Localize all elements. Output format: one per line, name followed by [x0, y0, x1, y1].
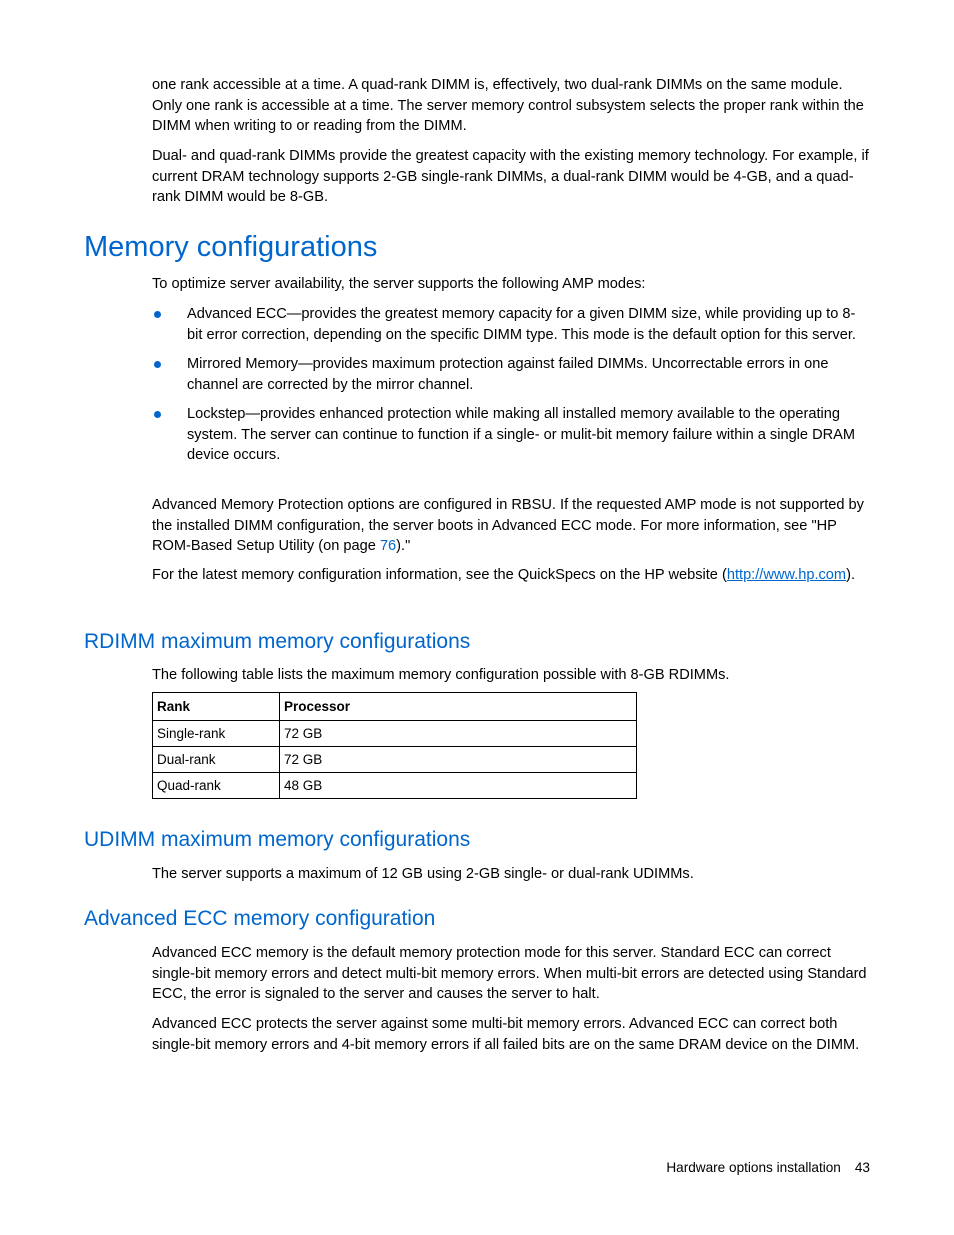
table-row — [153, 721, 637, 747]
amp-rbsu-paragraph — [152, 495, 870, 557]
amp-modes-list — [152, 304, 870, 475]
rdimm-intro: The following table lists the maximum memory configuration possible with 8-GB RDIMMs. — [152, 667, 730, 683]
amp-text-before: Advanced Memory Protection options are configured in RBSU. If the requested AMP mode is not supported by the installed DIMM configuration, the server boots in Advanced ECC mode. For more information, see "HP ROM-Based Setup Utility (on page — [152, 497, 864, 554]
list-item — [152, 354, 870, 395]
bullet-text-mirrored-memory: Mirrored Memory—provides maximum protection against failed DIMMs. Uncorrectable errors in one channel are corrected by the mirror channel. — [187, 356, 829, 393]
table-row — [153, 773, 637, 799]
bullet-text-advanced-ecc: Advanced ECC—provides the greatest memory capacity for a given DIMM size, while providing up to 8-bit error correction, depending on the specific DIMM type. This mode is the default option for this server. — [187, 306, 856, 343]
hp-website-link[interactable]: http://www.hp.com — [726, 567, 847, 583]
page-76-link[interactable]: 76 — [379, 538, 397, 554]
advanced-ecc-paragraph-1: Advanced ECC memory is the default memory protection mode for this server. Standard ECC can correct single-bit memory errors and detect multi-bit memory errors. When multi-bit errors are detected using Standard ECC, the error is signaled to the server and causes the server to halt. — [152, 945, 867, 1002]
page-footer — [666, 1158, 870, 1178]
quickspecs-paragraph — [152, 565, 870, 586]
table-header-rank: Rank — [153, 693, 280, 721]
amp-text-after: )." — [396, 538, 411, 554]
intro-paragraph-2: Dual- and quad-rank DIMMs provide the greatest capacity with the existing memory technology. For example, if current DRAM technology supports 2-GB single-rank DIMMs, a dual-rank DIMM would be 4-GB, and a quad-rank DIMM would be 8-GB. — [152, 148, 869, 205]
table-cell-processor: 48 GB — [280, 773, 637, 799]
bullet-icon — [154, 311, 161, 318]
list-item — [152, 404, 870, 466]
intro-paragraph-1: one rank accessible at a time. A quad-rank DIMM is, effectively, two dual-rank DIMMs on the same module. Only one rank is accessible at a time. The server memory control subsystem selects the proper rank within the DIMM when writing to or reading from the DIMM. — [152, 77, 864, 134]
amp-modes-intro: To optimize server availability, the server supports the following AMP modes: — [152, 276, 646, 292]
memory-configurations-heading: Memory configurations — [84, 231, 378, 263]
table-header-row — [153, 693, 637, 721]
footer-section-title: Hardware options installation — [666, 1160, 841, 1175]
table-row — [153, 747, 637, 773]
bullet-icon — [154, 361, 161, 368]
bullet-icon — [154, 411, 161, 418]
advanced-ecc-heading: Advanced ECC memory configuration — [84, 907, 436, 930]
table-cell-rank: Quad-rank — [153, 773, 280, 799]
bullet-text-lockstep: Lockstep—provides enhanced protection while making all installed memory available to the operating system. The server can continue to function if a single- or mulit-bit memory failure within a single DRAM device occurs. — [187, 406, 856, 463]
rdimm-heading: RDIMM maximum memory configurations — [84, 630, 471, 653]
page-number: 43 — [854, 1160, 870, 1175]
quickspecs-text-after: ). — [846, 567, 855, 583]
udimm-text: The server supports a maximum of 12 GB using 2-GB single- or dual-rank UDIMMs. — [152, 866, 694, 882]
table-cell-rank: Single-rank — [153, 721, 280, 747]
table-cell-rank: Dual-rank — [153, 747, 280, 773]
table-cell-processor: 72 GB — [280, 721, 637, 747]
udimm-heading: UDIMM maximum memory configurations — [84, 828, 471, 851]
advanced-ecc-paragraph-2: Advanced ECC protects the server against some multi-bit memory errors. Advanced ECC can correct both single-bit memory errors and 4-bit memory errors if all failed bits are on the same DRAM device on the DIMM. — [152, 1016, 860, 1053]
quickspecs-text-before: For the latest memory configuration information, see the QuickSpecs on the HP website ( — [152, 567, 727, 583]
list-item — [152, 304, 870, 345]
table-header-processor: Processor — [280, 693, 637, 721]
table-cell-processor: 72 GB — [280, 747, 637, 773]
rdimm-table — [152, 692, 637, 799]
